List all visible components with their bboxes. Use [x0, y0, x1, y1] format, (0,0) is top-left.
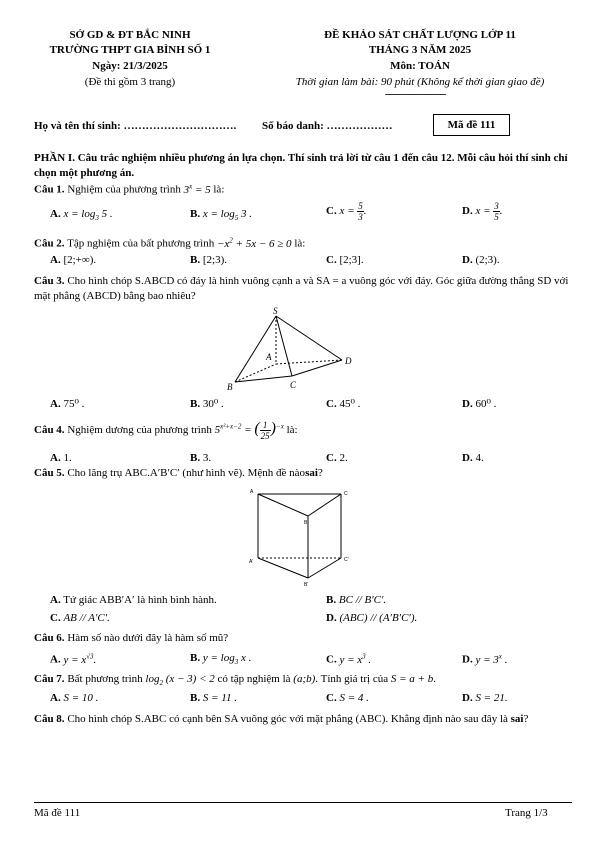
q1-text: Nghiệm của phương trình: [67, 183, 181, 196]
edge-BC: [235, 376, 292, 382]
edge-CD: [292, 360, 342, 376]
q3-a-letter: A.: [50, 398, 61, 410]
q2-d-letter: D.: [462, 254, 473, 266]
question-1: [34, 182, 224, 196]
q2-label: Câu 2.: [34, 237, 65, 250]
edge-A2B2: [258, 558, 308, 578]
q2-b-value: [2;3).: [202, 254, 227, 266]
q6-c-letter: C.: [326, 653, 337, 666]
label-B: B: [227, 382, 233, 392]
q6-d-value: $y = 3^x$ .: [475, 652, 508, 666]
q1-option-b[interactable]: [190, 208, 252, 222]
q6-a-value: $y = x^{√3}$.: [63, 652, 97, 666]
q3-a-value: 75⁰ .: [63, 398, 85, 410]
q2-c-value: [2;3].: [339, 254, 364, 266]
edge-BC: [308, 494, 341, 516]
q3-c-letter: C.: [326, 398, 337, 410]
q1-option-c[interactable]: [326, 201, 367, 222]
q3-b-letter: B.: [190, 398, 201, 410]
q7-label: Câu 7.: [34, 673, 65, 685]
q1-b-value: $x = \log_5 3$ .: [202, 208, 252, 223]
q4-b-value: 3.: [202, 452, 212, 464]
exam-title: ĐỀ KHẢO SÁT CHẤT LƯỢNG LỚP 11: [324, 29, 516, 41]
q1-a-value: $x = \log_3 5$ .: [63, 208, 113, 223]
q1-tail: là:: [213, 183, 225, 196]
q4-option-a[interactable]: [50, 452, 72, 464]
subject-label: Môn: TOÁN: [390, 60, 450, 72]
footer-exam-code: Mã đề 111: [34, 807, 81, 819]
q8-qmark: ?: [523, 713, 529, 725]
q5-text: Cho lăng trụ ABC.A′B′C′ (như hình vẽ). Mệnh đề nào: [67, 467, 306, 479]
prism-figure: [244, 486, 354, 588]
q3-d-value: 60⁰ .: [475, 398, 497, 410]
q5-b-letter: B.: [326, 594, 337, 606]
q3-option-b[interactable]: [190, 397, 224, 410]
exam-date: Ngày: 21/3/2025: [92, 60, 168, 72]
part1-heading: [34, 151, 569, 181]
q1-d-letter: D.: [462, 205, 473, 218]
q7-d-value: S = 21.: [475, 692, 508, 704]
q2-c-letter: C.: [326, 254, 337, 266]
q5-c-letter: C.: [50, 612, 61, 624]
q5-a-value: Tứ giác ABB′A′ là hình bình hành.: [63, 594, 217, 606]
q6-option-b[interactable]: [190, 652, 251, 666]
part1-instructions: Thí sinh trả lời từ câu 1 đến câu 12. Mỗi câu hỏi thí sinh chỉ chọn một phương án.: [34, 152, 568, 179]
label-A-prime: A': [249, 559, 254, 565]
q7-b-letter: B.: [190, 692, 201, 704]
q2-b-letter: B.: [190, 254, 201, 266]
q8-line1: Cho hình chóp S.ABC có cạnh bên SA vuông góc với mặt phẳng (ABC). Khẳng định nào sau đây: [67, 713, 498, 725]
edge-B2C2: [308, 558, 341, 578]
question-7: Câu 7. Bất phương trình $\log_2 (x - 3) < 2$ có tập nghiệm là (a;b). Tính giá trị của S = a + b.: [34, 673, 436, 688]
q5-option-c[interactable]: [50, 612, 110, 624]
q4-text: Nghiệm dương của phương trình: [67, 424, 212, 437]
footer-rule: [34, 802, 572, 803]
q6-option-d[interactable]: [462, 652, 507, 666]
q1-c-letter: C.: [326, 205, 337, 218]
pages-note: (Đề thi gồm 3 trang): [84, 76, 176, 88]
q5-a-letter: A.: [50, 594, 61, 606]
q3-option-d[interactable]: [462, 397, 496, 410]
q5-d-letter: D.: [326, 612, 337, 624]
q1-label: Câu 1.: [34, 183, 65, 196]
label-S: S: [273, 306, 278, 316]
q6-d-letter: D.: [462, 653, 473, 666]
q4-tail: là:: [286, 424, 298, 437]
q7-c-value: S = 4 .: [339, 692, 369, 704]
q1-equation: $3^x = 5$: [183, 182, 211, 196]
q2-option-b[interactable]: [190, 254, 227, 266]
q2-option-d[interactable]: [462, 254, 500, 266]
q4-equation: $5^{x^2+x-2}$ = ( $\frac{1}{25}$ )$^{-x}$: [214, 420, 284, 441]
q7-text3: . Tính giá trị của: [315, 673, 389, 685]
time-note: Thời gian làm bài: 90 phút (Không kể thời gian giao đề): [295, 76, 545, 88]
label-A: A: [250, 489, 254, 495]
label-B: B: [304, 520, 308, 526]
q3-c-value: 45⁰ .: [339, 398, 361, 410]
q4-option-b[interactable]: [190, 452, 211, 464]
q6-b-letter: B.: [190, 652, 201, 664]
q7-inequality: $\log_2 (x - 3) < 2$: [145, 673, 215, 688]
label-C: C: [344, 491, 348, 497]
q7-d-letter: D.: [462, 692, 473, 704]
exam-code-box: Mã đề 111: [433, 114, 510, 136]
q7-text2: có tập nghiệm là: [217, 673, 291, 685]
q5-sai: sai: [305, 467, 318, 479]
q1-a-letter: A.: [50, 208, 61, 220]
q1-b-letter: B.: [190, 208, 201, 220]
q3-b-value: 30⁰ .: [202, 398, 224, 410]
q7-interval: (a;b): [293, 673, 316, 685]
q7-text1: Bất phương trình: [67, 673, 143, 685]
q3-d-letter: D.: [462, 398, 473, 410]
label-C: C: [290, 380, 297, 390]
q7-option-c[interactable]: [326, 692, 369, 704]
q1-d-value: x = $\frac{3}{5}$ .: [475, 201, 503, 222]
student-id-label: Số báo danh: ………………: [262, 120, 393, 132]
q1-option-d[interactable]: [462, 201, 503, 222]
q7-b-value: S = 11 .: [202, 692, 237, 704]
question-3: [34, 274, 574, 304]
q4-option-c[interactable]: [326, 452, 348, 464]
question-4: [34, 420, 298, 441]
q5-label: Câu 5.: [34, 467, 65, 479]
label-C-prime: C': [344, 557, 349, 563]
q3-line2: đường thẳng SD với mặt phẳng (ABCD) bằng bao nhiêu?: [34, 275, 569, 302]
q7-option-d[interactable]: [462, 692, 508, 704]
q7-option-a[interactable]: [50, 692, 98, 704]
q5-option-b[interactable]: [326, 594, 386, 606]
edge-AB: [258, 494, 308, 516]
question-2: [34, 236, 305, 250]
q6-option-a[interactable]: [50, 652, 96, 666]
q5-option-a[interactable]: [50, 594, 217, 606]
q4-c-value: 2.: [339, 452, 348, 464]
q4-label: Câu 4.: [34, 424, 65, 437]
q6-b-value: $y = \log_3 x$ .: [202, 652, 252, 667]
q2-tail: là:: [294, 237, 306, 250]
label-A: A: [266, 352, 272, 362]
q2-text: Tập nghiệm của bất phương trình: [67, 237, 215, 250]
q2-option-a[interactable]: [50, 254, 96, 266]
q5-d-value: (ABC) // (A′B′C′).: [339, 612, 418, 624]
q4-d-value: 4.: [475, 452, 484, 464]
q5-option-d[interactable]: [326, 612, 417, 624]
q7-a-value: S = 10 .: [63, 692, 99, 704]
q1-c-value: x = $\frac{5}{3}$ .: [339, 201, 367, 222]
q4-a-value: 1.: [63, 452, 72, 464]
q8-line2a: là: [499, 713, 508, 725]
q7-sum: S = a + b: [390, 673, 434, 685]
q2-option-c[interactable]: [326, 254, 364, 266]
header-dashes: --------------------------: [384, 89, 446, 100]
q5-qmark: ?: [317, 467, 323, 479]
pyramid-figure: [210, 304, 370, 394]
q6-option-c[interactable]: [326, 652, 371, 666]
school-name: TRƯỜNG THPT GIA BÌNH SỐ 1: [49, 44, 211, 56]
question-8: [34, 711, 574, 728]
q6-text: Hàm số nào dưới đây là hàm số mũ?: [67, 632, 229, 644]
q7-a-letter: A.: [50, 692, 61, 704]
part1-title: PHẦN I. Câu trắc nghiệm nhiều phương án lựa chọn.: [34, 152, 286, 164]
q4-option-d[interactable]: [462, 452, 484, 464]
q5-c-value: AB // A′C′.: [63, 612, 110, 624]
q3-option-a[interactable]: [50, 397, 84, 410]
q6-label: Câu 6.: [34, 632, 65, 644]
q4-d-letter: D.: [462, 452, 473, 464]
q2-inequality: $-x^2 + 5x - 6 \ge 0$: [216, 236, 292, 250]
q8-label: Câu 8.: [34, 713, 65, 725]
edge-SB: [235, 316, 276, 382]
footer-page-number: Trang 1/3: [505, 807, 548, 819]
q2-a-letter: A.: [50, 254, 61, 266]
question-5: [34, 467, 323, 479]
q5-b-value: BC // B′C′.: [338, 594, 387, 606]
exam-month: THÁNG 3 NĂM 2025: [368, 44, 472, 56]
q1-option-a[interactable]: [50, 208, 113, 222]
q4-b-letter: B.: [190, 452, 201, 464]
q6-c-value: $y = x^3$ .: [339, 652, 372, 666]
q2-a-value: [2;+∞).: [63, 254, 97, 266]
q7-option-b[interactable]: [190, 692, 237, 704]
label-B-prime: B': [304, 582, 309, 588]
department-name: SỞ GD & ĐT BẮC NINH: [69, 29, 191, 41]
question-6: [34, 632, 228, 644]
q3-label: Câu 3.: [34, 275, 65, 287]
q3-line1: Cho hình chóp S.ABCD có đáy là hình vuông cạnh a và SA = a vuông góc với đáy. Góc giữa: [67, 275, 477, 287]
q8-sai: sai: [510, 713, 524, 725]
q4-c-letter: C.: [326, 452, 337, 464]
q3-option-c[interactable]: [326, 397, 360, 410]
q2-d-value: (2;3).: [475, 254, 500, 266]
q6-a-letter: A.: [50, 653, 61, 666]
label-D: D: [345, 356, 352, 366]
q7-c-letter: C.: [326, 692, 337, 704]
student-name-label: Họ và tên thí sinh: ………………………….: [34, 120, 237, 132]
q4-a-letter: A.: [50, 452, 61, 464]
